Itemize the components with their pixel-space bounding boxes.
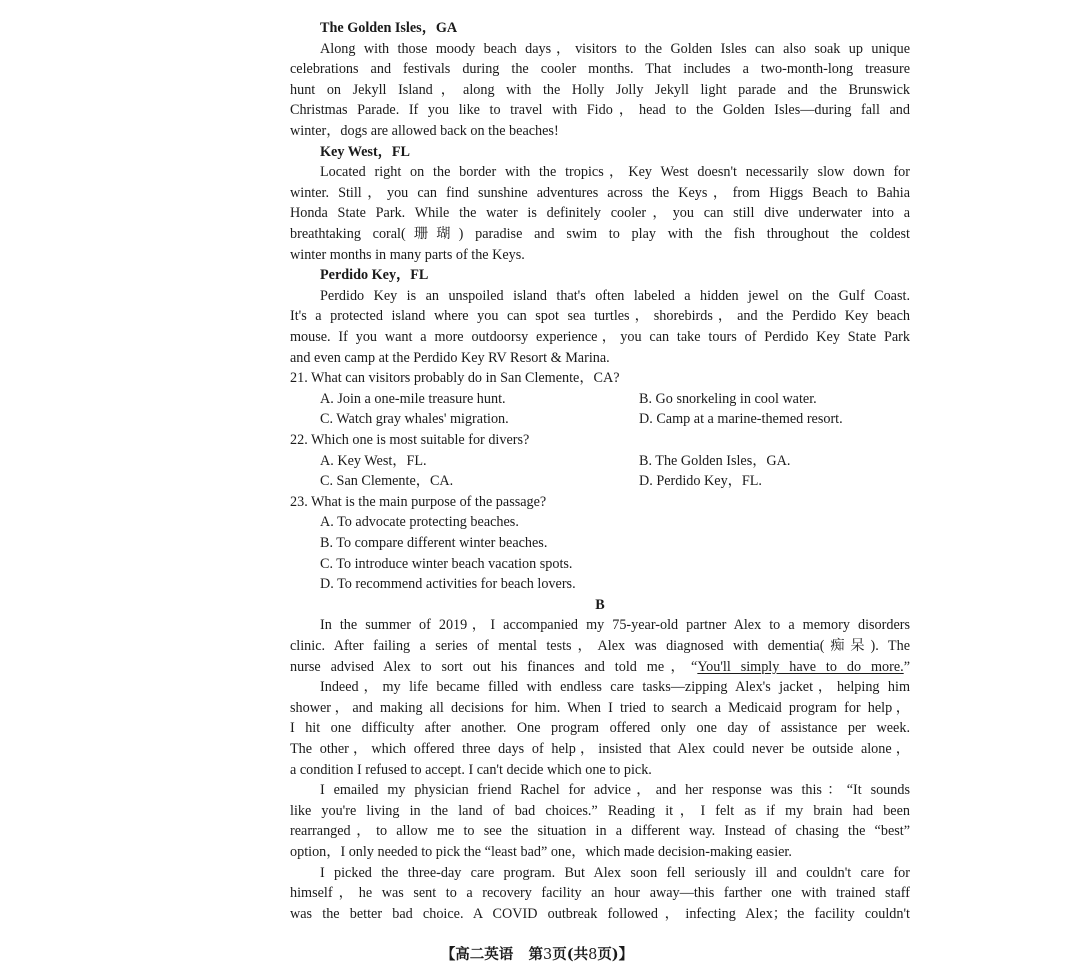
paragraph-line: I picked the three-day care program. But Alex soon fell seriously ill and couldn't care for — [320, 864, 910, 881]
question-22-options-row-1 — [290, 451, 910, 472]
paragraph-line: I emailed my physician friend Rachel for advice，and her response was this：“It sounds — [320, 782, 910, 799]
option-a: A. To advocate protecting beaches. — [320, 514, 519, 531]
paragraph-line: like you're living in the land of bad choices.” Reading it，I felt as if my brain had been — [290, 802, 910, 819]
option-d: D. Camp at a marine-themed resort. — [639, 411, 843, 428]
passage-b-title: B — [595, 596, 605, 613]
paragraph-line: clinic. After failing a series of mental tests，Alex was diagnosed with dementia(痴呆). The — [290, 638, 910, 654]
quote-close: ” — [903, 658, 910, 675]
paragraph-line: was the better bad choice. A COVID outbreak followed，infecting Alex；the facility couldn't — [290, 905, 910, 922]
question-21-stem: 21. What can visitors probably do in San Clemente，CA? — [290, 370, 620, 387]
option-c: C. To introduce winter beach vacation spots. — [320, 555, 573, 572]
paragraph-line: Honda State Park. While the water is definitely cooler，you can still dive underwater into a — [290, 205, 910, 222]
paragraph-line: winter months in many parts of the Keys. — [290, 246, 525, 263]
section-heading-perdido-key: Perdido Key，FL — [320, 267, 429, 284]
option-d: D. Perdido Key，FL. — [639, 473, 762, 490]
footer-total-pages: 8 — [588, 947, 598, 963]
paragraph-line: breathtaking coral(珊瑚) paradise and swim to play with the fish throughout the coldest — [290, 226, 910, 242]
question-22-stem: 22. Which one is most suitable for divers? — [290, 432, 530, 448]
section-heading-key-west: Key West，FL — [320, 143, 410, 160]
footer-page-number: 3 — [542, 947, 553, 963]
paragraph-line: and even camp at the Perdido Key RV Resort & Marina. — [290, 349, 610, 366]
footer-close: 页)】 — [597, 946, 634, 963]
paragraph-line: rearranged，to allow me to see the situation in a different way. Instead of chasing the “best” — [290, 823, 910, 840]
underlined-quote: You'll simply have to do more. — [697, 658, 904, 675]
footer-subject: 【高二英语 — [440, 946, 514, 963]
paragraph-line: himself，he was sent to a recovery facility an hour away—this farther one with trained staff — [290, 885, 910, 902]
section-heading-golden-isles: The Golden Isles，GA — [320, 20, 458, 36]
paragraph-line: Indeed，my life became filled with endless care tasks—zipping Alex's jacket，helping him — [320, 679, 910, 696]
paragraph-line: celebrations and festivals during the cooler months. That includes a two-month-long treasure — [290, 61, 910, 78]
paragraph-line: Along with those moody beach days，visitors to the Golden Isles can also soak up unique — [320, 40, 910, 57]
option-c: C. Watch gray whales' migration. — [320, 411, 509, 428]
question-21-options-row-2 — [290, 409, 910, 430]
paragraph-line: I hit one difficulty after another. One program offered only one day of assistance per week. — [290, 720, 910, 737]
paragraph-line: Located right on the border with the tropics，Key West doesn't necessarily slow down for — [320, 164, 910, 181]
paragraph-line: The other，which offered three days of help，insisted that Alex could never be outside alone， — [290, 741, 910, 757]
option-b: B. To compare different winter beaches. — [320, 535, 548, 551]
paragraph-line: winter，dogs are allowed back on the beaches! — [290, 123, 559, 139]
paragraph-line: Perdido Key is an unspoiled island that's often labeled a hidden jewel on the Gulf Coast. — [320, 287, 910, 304]
option-b: B. Go snorkeling in cool water. — [639, 390, 817, 407]
paragraph-line — [290, 657, 910, 678]
page-footer — [0, 943, 1074, 964]
quote-intro: nurse advised Alex to sort out his finances and told me，“ — [290, 658, 698, 675]
question-22-options-row-2 — [290, 471, 910, 492]
paragraph-line: hunt on Jekyll Island，along with the Holly Jolly Jekyll light parade and the Brunswick — [290, 81, 910, 98]
paragraph-line: Christmas Parade. If you like to travel with Fido，head to the Golden Isles—during fall and — [290, 102, 910, 119]
option-b: B. The Golden Isles，GA. — [639, 452, 791, 469]
question-21-options-row-1 — [290, 389, 910, 410]
footer-page-total-label: 页(共 — [552, 946, 589, 963]
option-c: C. San Clemente，CA. — [320, 473, 454, 490]
paragraph-line: winter. Still，you can find sunshine adventures across the Keys，from Higgs Beach to Bahia — [290, 184, 910, 201]
paragraph-line: shower，and making all decisions for him. When I tried to search a Medicaid program for help， — [290, 699, 910, 716]
option-a: A. Join a one-mile treasure hunt. — [320, 390, 506, 407]
paragraph-line: It's a protected island where you can spot sea turtles，shorebirds，and the Perdido Key beach — [290, 308, 910, 325]
option-d: D. To recommend activities for beach lovers. — [320, 576, 576, 593]
paragraph-line: mouse. If you want a more outdoorsy experience，you can take tours of Perdido Key State Park — [290, 329, 910, 345]
footer-page-label: 第 — [528, 946, 543, 963]
option-a: A. Key West，FL. — [320, 452, 427, 469]
paragraph-line: option，I only needed to pick the “least bad” one，which made decision-making easier. — [290, 844, 792, 860]
question-23-stem: 23. What is the main purpose of the passage? — [290, 493, 547, 510]
paragraph-line: In the summer of 2019，I accompanied my 75-year-old partner Alex to a memory disorders — [320, 617, 910, 634]
paragraph-line: a condition I refused to accept. I can't decide which one to pick. — [290, 761, 652, 778]
